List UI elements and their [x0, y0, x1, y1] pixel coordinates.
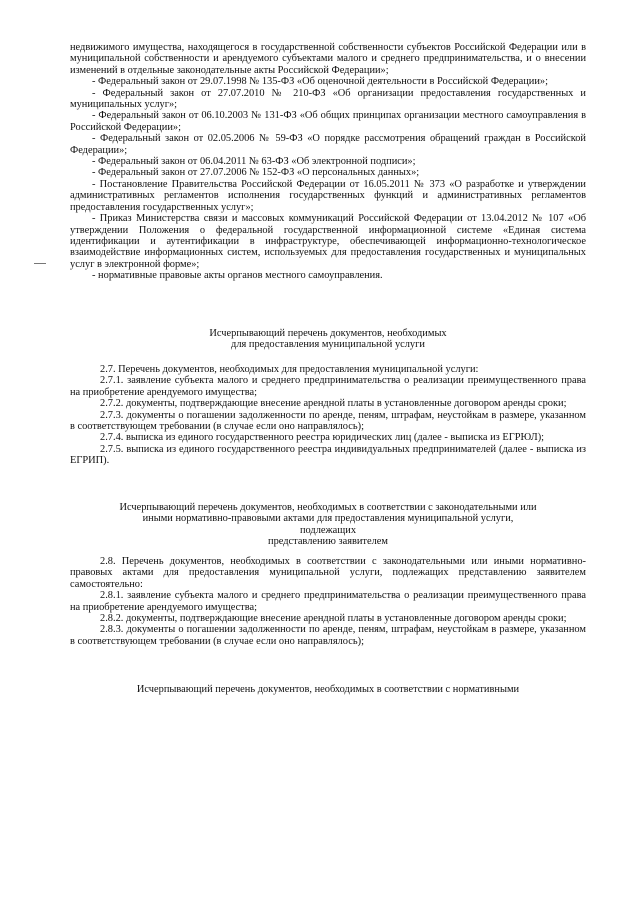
heading-line: иными нормативно-правовыми актами для предоставления муниципальной услуги, [142, 513, 514, 525]
section-27-heading [70, 328, 586, 351]
legal-acts-list [70, 42, 586, 282]
section-27-body [70, 364, 586, 467]
legal-act-item: - Постановление Правительства Российской Федерации от 16.05.2011 № 373 «О разработке и утверждении административных регламентов исполнения государственных функций и административных регламентов предоставления государственных услуг»; [70, 178, 586, 213]
legal-act-item: - Федеральный закон от 02.05.2006 № 59-ФЗ «О порядке рассмотрения обращений граждан в Российской Федерации»; [70, 133, 586, 156]
legal-act-item: - Федеральный закон от 27.07.2006 № 152-ФЗ «О персональных данных»; [92, 167, 420, 179]
heading-line: Исчерпывающий перечень документов, необходимых в соответствии с законодательными или [119, 502, 537, 513]
heading-line: подлежащих [299, 524, 357, 536]
clause-item: 2.7.5. выписка из единого государственного реестра индивидуальных предпринимателей (далее - выписка из ЕГРИП). [70, 443, 586, 467]
intro-continuation: недвижимого имущества, находящегося в государственной собственности субъектов Российской Федерации или в муниципальной собственности и арендуемого субъектами малого и среднего предпринимательства, и о внесении изменений в отдельные законодательные акты Российской Федерации»; [70, 42, 586, 76]
legal-act-item: - Приказ Министерства связи и массовых коммуникаций Российской Федерации от 13.04.2012 № 107 «Об утверждении Положения о федеральной государственной информационной системе «Единая система идентификации и аутентификации в инфраструктуре, обеспечивающей информационно-технологическое взаимодействие информационных систем, используемых для предоставления государственных и муниципальных услуг в электронной форме»; [70, 213, 586, 270]
clause-item: 2.8. Перечень документов, необходимых в соответствии с законодательными или иными нормативно-правовых актами для предоставления муниципальной услуги, подлежащих представлению заявителем самостоятельно: [70, 556, 586, 590]
legal-act-item: - Федеральный закон от 06.10.2003 № 131-ФЗ «Об общих принципах организации местного самоуправления в Российской Федерации»; [70, 110, 586, 133]
heading-line: представлению заявителем [268, 536, 388, 548]
clause-item: 2.7.2. документы, подтверждающие внесение арендной платы в установленные договором аренды сроки; [100, 398, 567, 410]
legal-act-item: - Федеральный закон от 27.07.2010 № 210-ФЗ «Об организации предоставления государственных и муниципальных услуг»; [70, 87, 586, 111]
section-28-heading [70, 502, 586, 548]
clause-item: 2.7.3. документы о погашении задолженности по аренде, пеням, штрафам, неустойкам в размере, указанном в соответствующем требовании (в случае если оно направлялось); [70, 409, 586, 433]
clause-item: 2.7.1. заявление субъекта малого и среднего предпринимательства о реализации преимущественного права на приобретение арендуемого имущества; [70, 375, 586, 398]
legal-act-item: - нормативные правовые акты органов местного самоуправления. [92, 270, 383, 282]
clause-item: 2.7. Перечень документов, необходимых для предоставления муниципальной услуги: [100, 364, 479, 375]
heading-line: Исчерпывающий перечень документов, необходимых в соответствии с нормативными [136, 684, 520, 695]
section-29-heading [70, 684, 586, 695]
margin-mark [34, 263, 46, 264]
section-28-body [70, 556, 586, 647]
heading-line: для предоставления муниципальной услуги [231, 339, 425, 351]
heading-line: Исчерпывающий перечень документов, необходимых [209, 328, 447, 339]
legal-act-item: - Федеральный закон от 29.07.1998 № 135-ФЗ «Об оценочной деятельности в Российской Федерации»; [92, 76, 548, 88]
legal-act-item: - Федеральный закон от 06.04.2011 № 63-ФЗ «Об электронной подписи»; [92, 156, 416, 168]
clause-item: 2.8.1. заявление субъекта малого и среднего предпринимательства о реализации преимущественного права на приобретение арендуемого имущества; [70, 590, 586, 613]
clause-item: 2.7.4. выписка из единого государственного реестра юридических лиц (далее - выписка из ЕГРЮЛ); [100, 432, 545, 444]
clause-item: 2.8.2. документы, подтверждающие внесение арендной платы в установленные договором аренды сроки; [100, 613, 567, 625]
clause-item: 2.8.3. документы о погашении задолженности по аренде, пеням, штрафам, неустойкам в размере, указанном в соответствующем требовании (в случае если оно направлялось); [70, 624, 586, 647]
